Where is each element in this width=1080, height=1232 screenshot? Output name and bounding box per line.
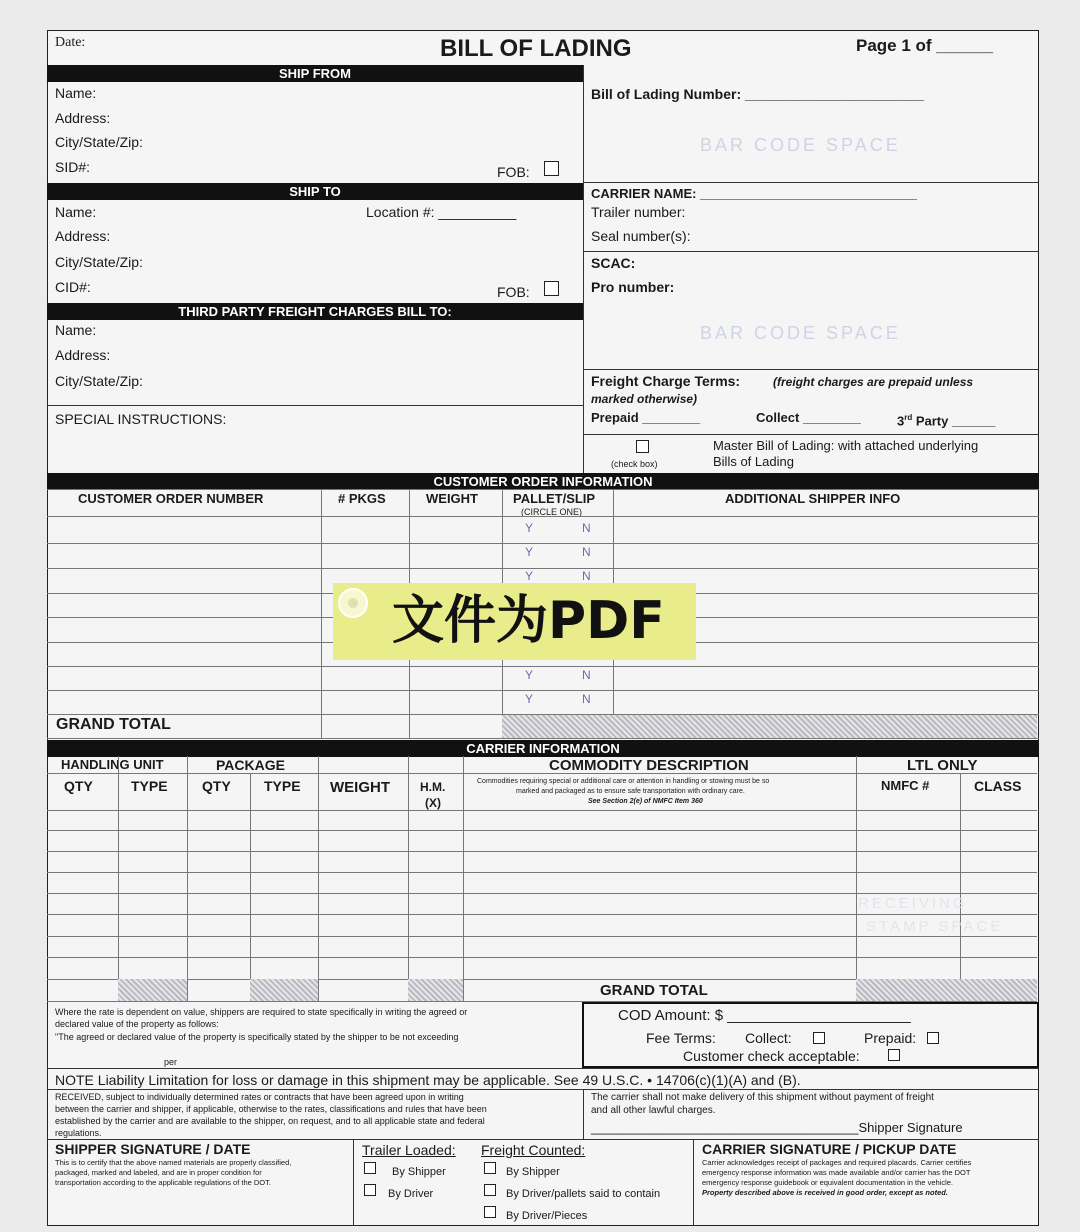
col-line [250, 773, 251, 1001]
check-box-label: (check box) [611, 459, 658, 469]
pallet-no-option[interactable]: N [582, 569, 591, 583]
col-commodity-description: COMMODITY DESCRIPTION [549, 757, 749, 774]
row-line [47, 516, 1039, 517]
received-text-4: regulations. [55, 1128, 102, 1138]
carrier-info-bar: CARRIER INFORMATION [47, 740, 1039, 757]
carrier-cert-3: emergency response guidebook or equivalent documentation in the vehicle. [702, 1178, 953, 1187]
fee-collect-checkbox[interactable] [813, 1032, 825, 1044]
ship-from-city[interactable]: City/State/Zip: [55, 134, 143, 150]
carrier-cert-2: emergency response information was made available and/or carrier has the DOT [702, 1168, 971, 1177]
divider [583, 182, 1039, 183]
cod-amount[interactable]: COD Amount: $ ______________________ [618, 1007, 911, 1024]
ship-to-location[interactable]: Location #: __________ [366, 204, 517, 220]
divider [583, 369, 1039, 370]
master-bol-text: Master Bill of Lading: with attached underlying [713, 438, 979, 453]
pallet-yes-option[interactable]: Y [525, 545, 534, 559]
row-line [47, 851, 1037, 852]
col-weight: WEIGHT [426, 491, 478, 506]
received-text-1: RECEIVED, subject to individually determined rates or contracts that have been agreed upon in writing [55, 1092, 464, 1102]
row-line [47, 568, 1039, 569]
row-line [47, 893, 1037, 894]
counted-by-driver-pallets-checkbox[interactable] [484, 1184, 496, 1196]
master-bol-checkbox[interactable] [636, 440, 649, 453]
ship-to-fob-checkbox[interactable] [544, 281, 559, 296]
ship-to-fob: FOB: [497, 284, 530, 300]
pallet-no-option[interactable]: N [582, 545, 591, 559]
divider [583, 434, 1039, 435]
divider [583, 251, 1039, 252]
third-party-address[interactable]: Address: [55, 347, 111, 363]
freight-terms-note: (freight charges are prepaid unless [773, 375, 974, 389]
fee-prepaid-checkbox[interactable] [927, 1032, 939, 1044]
collect-field[interactable]: Collect ________ [756, 410, 861, 425]
col-pkg-type: TYPE [264, 778, 301, 794]
trailer-number[interactable]: Trailer number: [591, 204, 686, 220]
col-line [318, 756, 319, 1001]
ship-from-fob-checkbox[interactable] [544, 161, 559, 176]
row-line [47, 773, 1037, 774]
col-weight-carrier: WEIGHT [330, 779, 390, 796]
liability-note: NOTE Liability Limitation for loss or damage in this shipment may be applicable. See 49 U.S.C. • 14706(c)(1)(A) and (B). [55, 1072, 801, 1088]
pallet-yes-option[interactable]: Y [525, 692, 534, 706]
fee-collect-label: Collect: [745, 1030, 792, 1046]
shipper-cert-2: packaged, marked and labeled, and are in proper condition for [55, 1168, 262, 1177]
customer-check-checkbox[interactable] [888, 1049, 900, 1061]
pallet-no-option[interactable]: N [582, 521, 591, 535]
receiving-stamp: RECEIVING [858, 895, 968, 912]
col-pkg-qty: QTY [202, 778, 231, 794]
carrier-cert-1: Carrier acknowledges receipt of packages and required placards. Carrier certifies [702, 1158, 972, 1167]
divider [47, 405, 583, 406]
row-line [47, 936, 1037, 937]
freight-terms-note-2: marked otherwise) [591, 392, 698, 406]
pallet-no-option[interactable]: N [582, 692, 591, 706]
fee-terms-label: Fee Terms: [646, 1030, 716, 1046]
shipper-signature-line[interactable]: _____________________________________Shipper Signature [591, 1120, 963, 1135]
carrier-delivery-1: The carrier shall not make delivery of this shipment without payment of freight [591, 1092, 934, 1103]
prepaid-field[interactable]: Prepaid ________ [591, 410, 701, 425]
col-line [408, 756, 409, 1001]
third-party-bar: THIRD PARTY FREIGHT CHARGES BILL TO: [47, 303, 583, 320]
grand-total-hatched [502, 715, 1037, 738]
commodity-note-3: See Section 2(e) of NMFC Item 360 [588, 798, 703, 805]
col-hm-x: (X) [425, 796, 441, 810]
pdf-overlay-text: 文件为PDF [392, 591, 665, 651]
master-bol-text-2: Bills of Lading [713, 454, 794, 469]
hatched-cell [118, 979, 187, 1001]
col-customer-order-number: CUSTOMER ORDER NUMBER [78, 491, 264, 506]
carrier-cert-4: Property described above is received in good order, except as noted. [702, 1188, 948, 1197]
row-line [47, 957, 1037, 958]
carrier-delivery-2: and all other lawful charges. [591, 1105, 716, 1116]
col-package: PACKAGE [216, 757, 285, 773]
customer-check-label: Customer check acceptable: [683, 1048, 860, 1064]
counted-by-driver-pieces-checkbox[interactable] [484, 1206, 496, 1218]
received-text-2: between the carrier and shipper, if applicable, otherwise to the rates, classifications and rules that have been [55, 1104, 487, 1114]
ship-from-name[interactable]: Name: [55, 85, 97, 101]
trailer-by-shipper-checkbox[interactable] [364, 1162, 376, 1174]
pallet-yes-option[interactable]: Y [525, 521, 534, 535]
counted-by-driver-pieces: By Driver/Pieces [506, 1210, 588, 1222]
pallet-yes-option[interactable]: Y [525, 668, 534, 682]
col-line [118, 756, 119, 1001]
value-per: per [164, 1057, 178, 1067]
row-line [47, 666, 1039, 667]
col-hu-type: TYPE [131, 778, 168, 794]
pallet-yes-option[interactable]: Y [525, 569, 534, 583]
col-pallet-slip: PALLET/SLIP [513, 491, 596, 506]
ship-to-city[interactable]: City/State/Zip: [55, 254, 143, 270]
divider [583, 1089, 584, 1139]
value-text-1: Where the rate is dependent on value, shippers are required to state specifically in writing the agreed or [55, 1007, 468, 1017]
row-line [47, 489, 1039, 490]
pallet-no-option[interactable]: N [582, 668, 591, 682]
customer-order-bar: CUSTOMER ORDER INFORMATION [47, 473, 1039, 490]
ship-from-fob: FOB: [497, 164, 530, 180]
col-line [856, 756, 857, 1001]
col-ltl-only: LTL ONLY [907, 757, 978, 774]
center-divider [583, 65, 584, 473]
col-class: CLASS [974, 778, 1022, 794]
ship-from-sid[interactable]: SID#: [55, 159, 91, 175]
divider [693, 1139, 694, 1226]
fee-prepaid-label: Prepaid: [864, 1030, 917, 1046]
value-text-3: "The agreed or declared value of the property is specifically stated by the shipper to be not exceeding [55, 1032, 459, 1042]
page-number: Page 1 of ______ [856, 36, 994, 55]
commodity-note: Commodities requiring special or additional care or attention in handling or stowing must be so [477, 778, 770, 785]
hatched-cell [856, 979, 1037, 1001]
hatched-cell [250, 979, 318, 1001]
col-line [960, 773, 961, 1001]
counted-by-shipper-checkbox[interactable] [484, 1162, 496, 1174]
trailer-by-shipper: By Shipper [392, 1166, 446, 1178]
customer-order-grand-total: GRAND TOTAL [56, 716, 171, 733]
shipper-signature-title[interactable]: SHIPPER SIGNATURE / DATE [55, 1141, 251, 1157]
counted-by-driver-pallets: By Driver/pallets said to contain [506, 1188, 661, 1200]
circle-one-note: (CIRCLE ONE) [521, 507, 583, 517]
stamp-space: STAMP SPACE [866, 918, 1004, 935]
ship-from-address[interactable]: Address: [55, 110, 111, 126]
col-pkgs: # PKGS [338, 491, 386, 506]
received-text-3: established by the carrier and are available to the shipper, on request, and to all applicable state and federal [55, 1116, 485, 1126]
value-text-2: declared value of the property as follows: [55, 1019, 219, 1029]
col-line [321, 489, 322, 738]
col-hu-qty: QTY [64, 778, 93, 794]
col-nmfc: NMFC # [881, 778, 930, 793]
date-label: Date: [55, 35, 86, 50]
row-line [47, 543, 1039, 544]
ship-from-bar: SHIP FROM [47, 65, 583, 82]
divider [353, 1139, 354, 1226]
divider [47, 1068, 1039, 1069]
col-line [187, 756, 188, 1001]
row-line [47, 810, 1037, 811]
hatched-cell [408, 979, 463, 1001]
bol-number-label[interactable]: Bill of Lading Number: _______________________ [591, 86, 925, 102]
row-line [47, 830, 1037, 831]
ship-to-bar: SHIP TO [47, 183, 583, 200]
col-line [463, 756, 464, 1001]
barcode-space-1: BAR CODE SPACE [700, 135, 901, 155]
seal-numbers[interactable]: Seal number(s): [591, 228, 691, 244]
freight-counted-title: Freight Counted: [481, 1142, 586, 1158]
col-handling-unit: HANDLING UNIT [61, 757, 164, 772]
carrier-signature-title[interactable]: CARRIER SIGNATURE / PICKUP DATE [702, 1141, 957, 1157]
shipper-cert-1: This is to certify that the above named materials are properly classified, [55, 1158, 292, 1167]
col-hm: H.M. [420, 780, 446, 794]
freight-terms-label: Freight Charge Terms: [591, 373, 741, 389]
ship-to-cid[interactable]: CID#: [55, 279, 91, 295]
carrier-name-label[interactable]: CARRIER NAME: ______________________________ [591, 186, 917, 201]
special-instructions[interactable]: SPECIAL INSTRUCTIONS: [55, 411, 227, 427]
row-line [47, 914, 1037, 915]
counted-by-shipper: By Shipper [506, 1166, 560, 1178]
pin-icon [338, 588, 368, 618]
pro-number-label[interactable]: Pro number: [591, 279, 675, 295]
divider [47, 1089, 1039, 1090]
third-party-field[interactable]: 3rd Party ______ [897, 413, 996, 429]
row-line [47, 872, 1037, 873]
page-title: BILL OF LADING [440, 35, 632, 62]
commodity-note-2: marked and packaged as to ensure safe transportation with ordinary care. [516, 788, 745, 795]
trailer-loaded-title: Trailer Loaded: [362, 1142, 456, 1158]
shipper-cert-3: transportation according to the applicable regulations of the DOT. [55, 1178, 271, 1187]
carrier-grand-total: GRAND TOTAL [600, 982, 708, 999]
row-line [47, 738, 1039, 739]
barcode-space-2: BAR CODE SPACE [700, 323, 901, 343]
divider [47, 1139, 1039, 1140]
third-party-city[interactable]: City/State/Zip: [55, 373, 143, 389]
ship-to-address[interactable]: Address: [55, 228, 111, 244]
ship-to-name[interactable]: Name: [55, 204, 97, 220]
trailer-by-driver: By Driver [388, 1188, 434, 1200]
trailer-by-driver-checkbox[interactable] [364, 1184, 376, 1196]
scac-label[interactable]: SCAC: [591, 255, 636, 271]
col-additional-shipper-info: ADDITIONAL SHIPPER INFO [725, 491, 901, 506]
third-party-name[interactable]: Name: [55, 322, 97, 338]
row-line [47, 690, 1039, 691]
